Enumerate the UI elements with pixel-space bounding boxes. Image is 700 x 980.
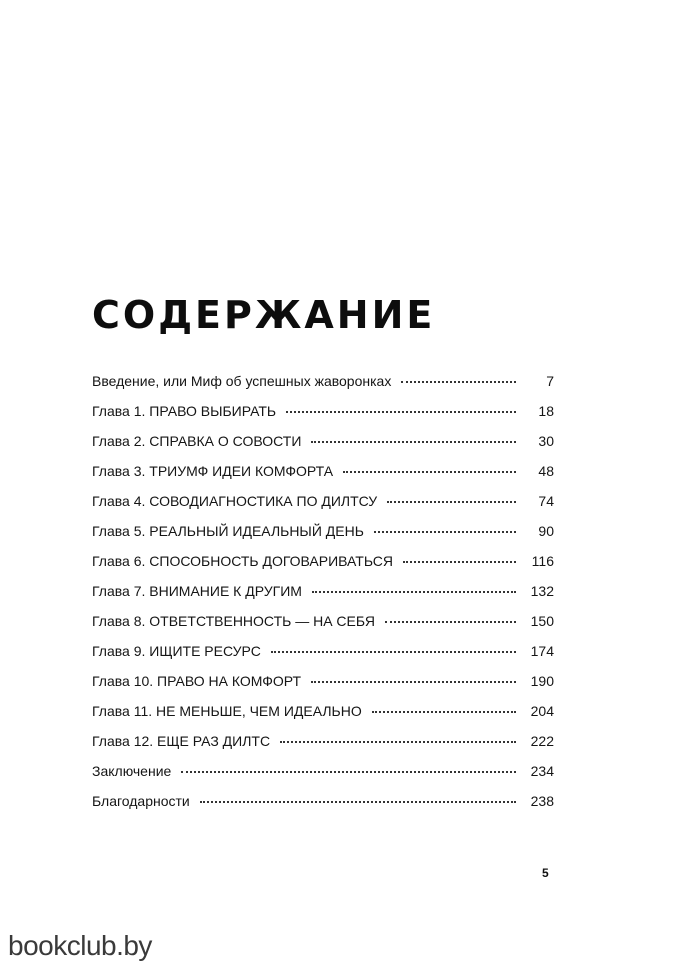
dot-leader xyxy=(401,381,516,383)
dot-leader xyxy=(280,741,516,743)
toc-entry-chapter-11 xyxy=(92,702,554,732)
toc-entry-label: Глава 2. СПРАВКА О СОВОСТИ xyxy=(92,433,302,449)
toc-entry-label: Заключение xyxy=(92,763,172,779)
toc-entry-page: 222 xyxy=(530,733,554,749)
toc-entry-page: 174 xyxy=(530,643,554,659)
toc-entry-chapter-3 xyxy=(92,462,554,492)
dot-leader xyxy=(200,801,516,803)
toc-entry-chapter-2 xyxy=(92,432,554,462)
dot-leader xyxy=(312,591,516,593)
toc-entry-page: 132 xyxy=(530,583,554,599)
toc-entry-chapter-6 xyxy=(92,552,554,582)
toc-entry-chapter-4 xyxy=(92,492,554,522)
toc-entry-label: Введение, или Миф об успешных жаворонках xyxy=(92,373,392,389)
toc-entry-chapter-12 xyxy=(92,732,554,762)
toc-entry-page: 150 xyxy=(530,613,554,629)
toc-entry-chapter-7 xyxy=(92,582,554,612)
toc-entry-chapter-8 xyxy=(92,612,554,642)
toc-entry-label: Глава 11. НЕ МЕНЬШЕ, ЧЕМ ИДЕАЛЬНО xyxy=(92,703,362,719)
toc-entry-page: 74 xyxy=(538,493,554,509)
page-title: СОДЕРЖАНИЕ xyxy=(92,293,436,337)
watermark: bookclub.by xyxy=(8,930,152,961)
toc-entry-page: 18 xyxy=(538,403,554,419)
dot-leader xyxy=(311,681,516,683)
toc-entry-label: Глава 4. СОВОДИАГНОСТИКА ПО ДИЛТСУ xyxy=(92,493,378,509)
dot-leader xyxy=(387,501,516,503)
toc-entry-chapter-9 xyxy=(92,642,554,672)
dot-leader xyxy=(343,471,516,473)
toc-entry-label: Глава 1. ПРАВО ВЫБИРАТЬ xyxy=(92,403,277,419)
toc-entry-acknowledgements xyxy=(92,792,554,822)
toc-entry-page: 190 xyxy=(530,673,554,689)
toc-entry-chapter-1 xyxy=(92,402,554,432)
toc-entry-label: Глава 6. СПОСОБНОСТЬ ДОГОВАРИВАТЬСЯ xyxy=(92,553,393,569)
toc-entry-label: Глава 7. ВНИМАНИЕ К ДРУГИМ xyxy=(92,583,302,599)
toc-entry-page: 30 xyxy=(538,433,554,449)
toc-entry-page: 116 xyxy=(531,553,554,569)
dot-leader xyxy=(286,411,516,413)
dot-leader xyxy=(372,711,516,713)
toc-entry-introduction xyxy=(92,372,554,402)
toc-entry-label: Глава 3. ТРИУМФ ИДЕИ КОМФОРТА xyxy=(92,463,334,479)
toc-entry-chapter-5 xyxy=(92,522,554,552)
toc-entry-page: 90 xyxy=(538,523,554,539)
toc-entry-page: 204 xyxy=(530,703,554,719)
toc-entry-chapter-10 xyxy=(92,672,554,702)
toc-entry-label: Глава 10. ПРАВО НА КОМФОРТ xyxy=(92,673,302,689)
toc-entry-page: 48 xyxy=(538,463,554,479)
toc-entry-page: 238 xyxy=(530,793,554,809)
dot-leader xyxy=(403,561,516,563)
page-number: 5 xyxy=(542,866,549,880)
toc-entry-page: 7 xyxy=(546,373,554,389)
dot-leader xyxy=(181,771,516,773)
toc-entry-conclusion xyxy=(92,762,554,792)
toc-entry-label: Благодарности xyxy=(92,793,190,809)
toc-entry-page: 234 xyxy=(530,763,554,779)
toc-entry-label: Глава 5. РЕАЛЬНЫЙ ИДЕАЛЬНЫЙ ДЕНЬ xyxy=(92,523,364,539)
dot-leader xyxy=(385,621,516,623)
dot-leader xyxy=(311,441,516,443)
dot-leader xyxy=(374,531,516,533)
table-of-contents xyxy=(92,372,554,822)
toc-entry-label: Глава 9. ИЩИТЕ РЕСУРС xyxy=(92,643,261,659)
toc-entry-label: Глава 8. ОТВЕТСТВЕННОСТЬ — НА СЕБЯ xyxy=(92,613,376,629)
toc-entry-label: Глава 12. ЕЩЕ РАЗ ДИЛТС xyxy=(92,733,271,749)
dot-leader xyxy=(271,651,516,653)
